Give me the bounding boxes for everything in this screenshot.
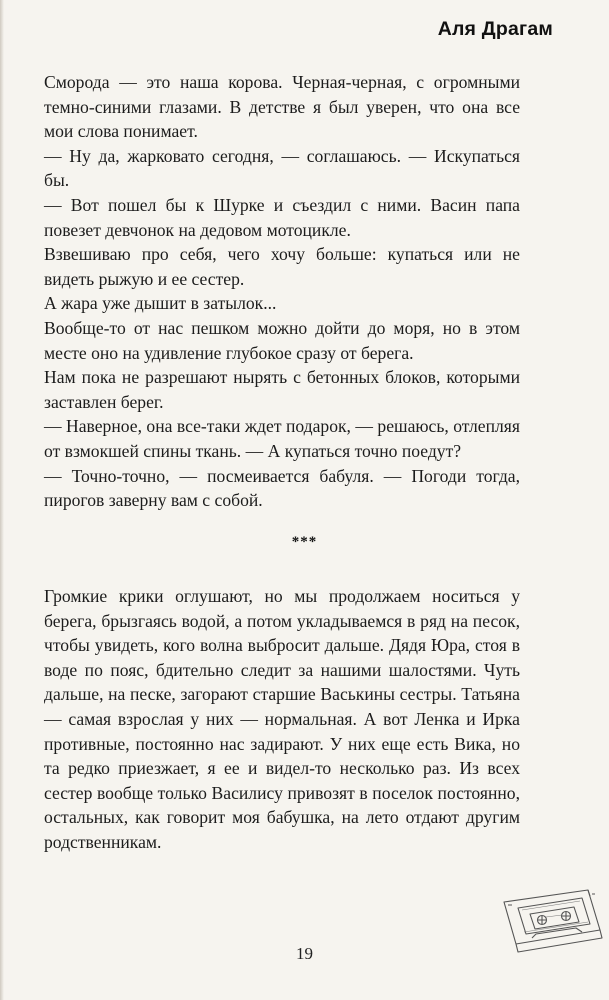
paragraph: — Точно-точно, — посмеивается бабуля. — Погоди тогда, пирогов заверну вам с собой. <box>44 465 520 511</box>
paragraph: — Ну да, жарковато сегодня, — соглашаюсь. — Искупаться бы. <box>44 145 520 191</box>
text-section-2 <box>44 584 520 855</box>
paragraph: А жара уже дышит в затылок... <box>44 293 277 314</box>
paragraph: Громкие крики оглушают, но мы продолжаем носиться у берега, брызгаясь водой, а потом укладываемся в ряд на песок, чтобы увидеть, кого волна выбросит дальше. Дядя Юра, стоя в воде по пояс, бдительно следит за нашими шалостями. Чуть дальше, на песке, загорают старшие Васькины сестры. Татьяна — самая взрослая у них — нормальная. А вот Ленка и Ирка противные, постоянно нас задирают. У них еще есть Вика, но та редко приезжает, я ее и видел-то несколько раз. Из всех сестер вообще только Василису привозят в поселок постоянно, остальных, как говорит моя бабушка, на лето отдают другим родственникам. <box>44 586 520 852</box>
paragraph: Нам пока не разрешают нырять с бетонных блоков, которыми заставлен берег. <box>44 367 520 412</box>
page-edge-shadow <box>0 0 4 1000</box>
page-number: 19 <box>296 944 313 963</box>
paragraph: Смородa — это наша корова. Черная-черная, с огромными темно-синими глазами. В детстве я был уверен, что она все мои слова понимает. <box>44 72 520 142</box>
running-head-author: Аля Драгам <box>437 18 553 40</box>
cassette-tape-icon <box>496 880 606 960</box>
paragraph: Вообще-то от нас пешком можно дойти до моря, но в этом месте оно на удивление глубокое сразу от берега. <box>44 317 520 363</box>
text-section-1 <box>44 70 520 513</box>
paragraph: — Вот пошел бы к Шурке и съездил с ними. Васин папа повезет девчонок на дедовом мотоцикле. <box>44 194 520 240</box>
paragraph: Взвешиваю про себя, чего хочу больше: купаться или не видеть рыжую и ее сестер. <box>44 244 520 289</box>
section-separator: *** <box>291 534 318 550</box>
paragraph: — Наверное, она все-таки ждет подарок, — решаюсь, отлепляя от взмокшей спины ткань. — А купаться точно поедут? <box>44 416 520 461</box>
